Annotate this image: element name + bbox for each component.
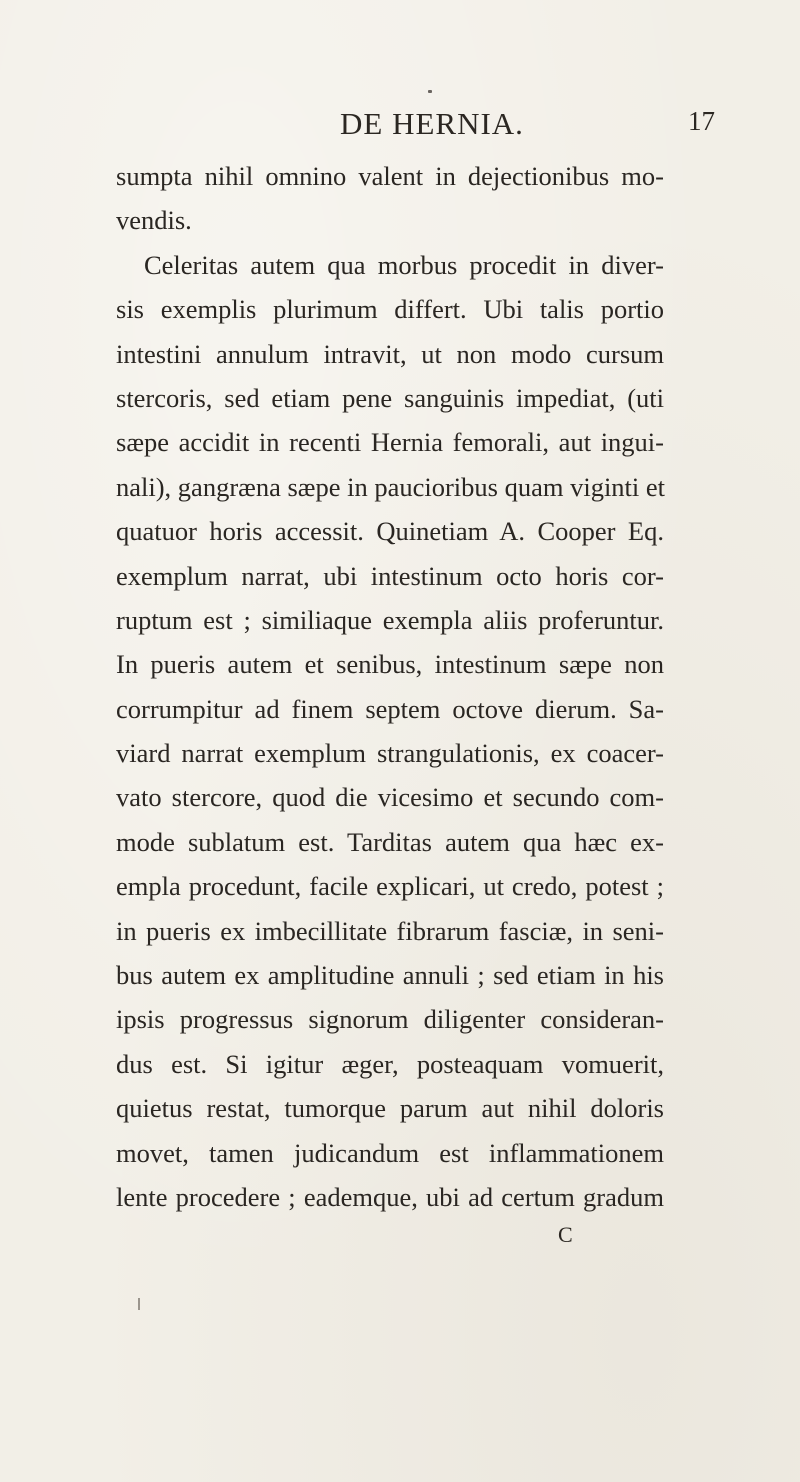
text-line: In pueris autem et senibus, intestinum sæpe non (116, 649, 664, 680)
ink-speck (428, 90, 432, 93)
text-line: dus est. Si igitur æger, posteaquam vomuerit, (116, 1048, 664, 1079)
ink-speck (138, 1298, 140, 1310)
text-line: empla procedunt, facile explicari, ut credo, potest ; (116, 871, 664, 902)
text-line: in pueris ex imbecillitate fibrarum fasciæ, in seni- (116, 915, 664, 946)
text-line: ruptum est ; similiaque exempla aliis proferuntur. (116, 604, 664, 635)
text-line: corrumpitur ad finem septem octove dierum. Sa- (116, 693, 664, 724)
text-line: mode sublatum est. Tarditas autem qua hæc ex- (116, 826, 664, 857)
text-line: quietus restat, tumorque parum aut nihil doloris (116, 1093, 664, 1124)
text-line: viard narrat exemplum strangulationis, ex coacer- (116, 738, 664, 769)
text-line: lente procedere ; eademque, ubi ad certum gradum (116, 1181, 664, 1212)
text-line: quatuor horis accessit. Quinetiam A. Cooper Eq. (116, 516, 664, 547)
page-number: 17 (688, 106, 715, 136)
text-line: sis exemplis plurimum differt. Ubi talis portio (116, 294, 664, 325)
running-head (0, 100, 800, 150)
signature-mark: C (558, 1222, 573, 1247)
text-line: sæpe accidit in recenti Hernia femorali, aut ingui- (116, 427, 664, 458)
text-line: nali), gangræna sæpe in paucioribus quam viginti et (116, 471, 666, 502)
text-line: intestini annulum intravit, ut non modo cursum (116, 338, 664, 369)
text-line: stercoris, sed etiam pene sanguinis impediat, (uti (116, 382, 664, 413)
running-title: DE HERNIA. (340, 106, 524, 141)
text-line: ipsis progressus signorum diligenter consideran- (116, 1004, 664, 1035)
text-line: vato stercore, quod die vicesimo et secundo com- (116, 782, 664, 813)
text-line: movet, tamen judicandum est inflammationem (116, 1137, 664, 1168)
text-line: sumpta nihil omnino valent in dejectionibus mo- (116, 161, 664, 191)
text-line: Celeritas autem qua morbus procedit in diver- (144, 249, 664, 280)
text-line: vendis. (116, 205, 192, 236)
text-line: bus autem ex amplitudine annuli ; sed etiam in his (116, 960, 664, 991)
text-line: exemplum narrat, ubi intestinum octo horis cor- (116, 560, 664, 591)
body-text (116, 154, 664, 1219)
